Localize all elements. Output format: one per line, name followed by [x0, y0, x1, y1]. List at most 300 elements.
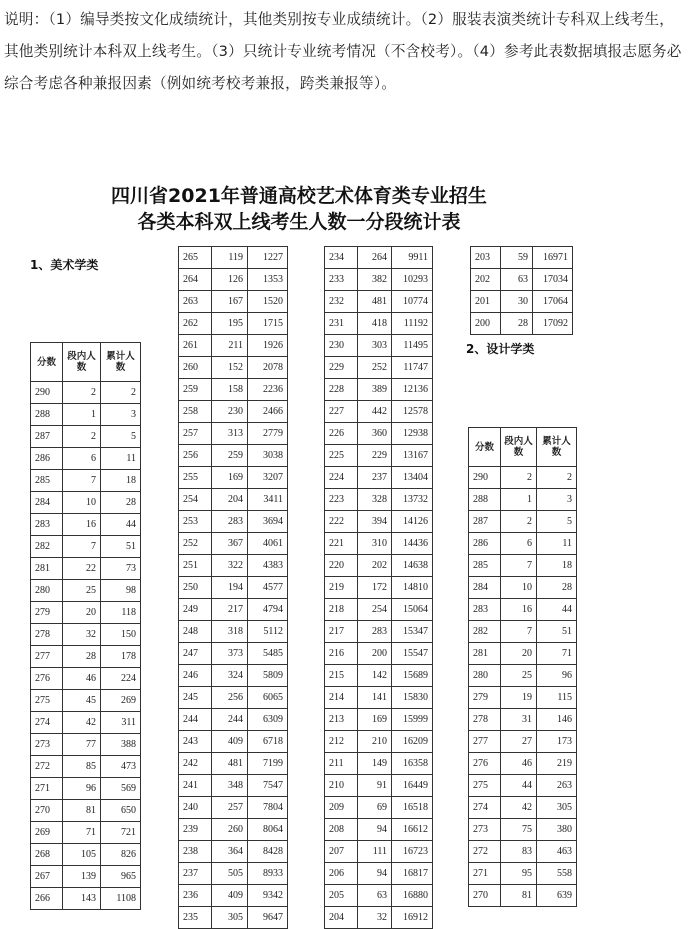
- cell-score: 283: [31, 514, 63, 536]
- cell-score: 220: [325, 555, 358, 577]
- cell-score: 261: [179, 335, 212, 357]
- cell-seg-count: 20: [501, 643, 537, 665]
- cell-seg-count: 318: [212, 621, 248, 643]
- cell-seg-count: 45: [63, 690, 101, 712]
- cell-cum-count: 3207: [248, 467, 288, 489]
- cell-cum-count: 16971: [533, 247, 573, 269]
- cell-score: 282: [31, 536, 63, 558]
- cell-cum-count: 16518: [392, 797, 433, 819]
- cell-score: 260: [179, 357, 212, 379]
- cell-seg-count: 237: [358, 467, 392, 489]
- cell-seg-count: 324: [212, 665, 248, 687]
- cell-seg-count: 1: [63, 404, 101, 426]
- cell-cum-count: 263: [537, 775, 577, 797]
- table-row: [471, 291, 573, 313]
- cell-score: 232: [325, 291, 358, 313]
- cell-cum-count: 5485: [248, 643, 288, 665]
- cell-score: 267: [31, 866, 63, 888]
- cell-score: 268: [31, 844, 63, 866]
- cell-score: 204: [325, 907, 358, 929]
- table-row: [469, 643, 577, 665]
- cell-score: 211: [325, 753, 358, 775]
- title-line-2: 各类本科双上线考生人数一分段统计表: [137, 211, 461, 233]
- table-row: [31, 624, 141, 646]
- cell-cum-count: 224: [101, 668, 141, 690]
- cell-score: 257: [179, 423, 212, 445]
- table-row: [179, 555, 288, 577]
- cell-seg-count: 328: [358, 489, 392, 511]
- table-row: [469, 489, 577, 511]
- table-row: [471, 313, 573, 335]
- table-row: [325, 797, 433, 819]
- cell-seg-count: 442: [358, 401, 392, 423]
- cell-cum-count: 305: [537, 797, 577, 819]
- cell-cum-count: 15547: [392, 643, 433, 665]
- table-row: [31, 690, 141, 712]
- cell-seg-count: 22: [63, 558, 101, 580]
- cell-cum-count: 11495: [392, 335, 433, 357]
- cell-cum-count: 7199: [248, 753, 288, 775]
- table-row: [325, 401, 433, 423]
- cell-cum-count: 11192: [392, 313, 433, 335]
- cell-score: 273: [31, 734, 63, 756]
- cell-score: 234: [325, 247, 358, 269]
- cell-seg-count: 30: [501, 291, 533, 313]
- table-row: [31, 404, 141, 426]
- cell-score: 202: [471, 269, 501, 291]
- cell-score: 282: [469, 621, 501, 643]
- cell-seg-count: 59: [501, 247, 533, 269]
- table-row: [325, 599, 433, 621]
- table-row: [469, 753, 577, 775]
- cell-score: 284: [469, 577, 501, 599]
- cell-cum-count: 16723: [392, 841, 433, 863]
- table-row: [325, 291, 433, 313]
- cell-cum-count: 1353: [248, 269, 288, 291]
- cell-seg-count: 303: [358, 335, 392, 357]
- cell-score: 279: [31, 602, 63, 624]
- cell-seg-count: 19: [501, 687, 537, 709]
- cell-score: 273: [469, 819, 501, 841]
- cell-seg-count: 394: [358, 511, 392, 533]
- cell-seg-count: 210: [358, 731, 392, 753]
- table-row: [31, 778, 141, 800]
- cell-score: 226: [325, 423, 358, 445]
- table-row: [179, 335, 288, 357]
- cell-seg-count: 217: [212, 599, 248, 621]
- cell-cum-count: 13404: [392, 467, 433, 489]
- cell-seg-count: 143: [63, 888, 101, 910]
- cell-score: 219: [325, 577, 358, 599]
- cell-seg-count: 259: [212, 445, 248, 467]
- cell-cum-count: 18: [101, 470, 141, 492]
- table-row: [179, 863, 288, 885]
- table-row: [325, 467, 433, 489]
- cell-cum-count: 2779: [248, 423, 288, 445]
- cell-score: 274: [469, 797, 501, 819]
- table-header-row: [31, 343, 141, 382]
- cell-seg-count: 139: [63, 866, 101, 888]
- section-title-art: 1、美术学类: [30, 258, 99, 272]
- cell-score: 246: [179, 665, 212, 687]
- cell-score: 271: [469, 863, 501, 885]
- cell-score: 252: [179, 533, 212, 555]
- cell-seg-count: 364: [212, 841, 248, 863]
- cell-score: 248: [179, 621, 212, 643]
- table-row: [325, 863, 433, 885]
- cell-cum-count: 16449: [392, 775, 433, 797]
- cell-score: 288: [31, 404, 63, 426]
- table-row: [469, 555, 577, 577]
- cell-seg-count: 28: [501, 313, 533, 335]
- cell-cum-count: 2: [537, 467, 577, 489]
- header-cum: 累计人数: [101, 343, 141, 382]
- cell-seg-count: 75: [501, 819, 537, 841]
- cell-score: 223: [325, 489, 358, 511]
- table-row: [469, 511, 577, 533]
- cell-score: 266: [31, 888, 63, 910]
- art-table-part-4: [470, 246, 573, 335]
- cell-cum-count: 51: [101, 536, 141, 558]
- cell-score: 251: [179, 555, 212, 577]
- cell-score: 208: [325, 819, 358, 841]
- header-score: 分数: [31, 343, 63, 382]
- cell-score: 210: [325, 775, 358, 797]
- table-row: [31, 668, 141, 690]
- table-row: [31, 492, 141, 514]
- cell-seg-count: 46: [501, 753, 537, 775]
- cell-cum-count: 14126: [392, 511, 433, 533]
- cell-cum-count: 9911: [392, 247, 433, 269]
- cell-seg-count: 16: [63, 514, 101, 536]
- table-row: [179, 511, 288, 533]
- cell-seg-count: 63: [501, 269, 533, 291]
- table-row: [179, 379, 288, 401]
- cell-score: 284: [31, 492, 63, 514]
- cell-score: 285: [31, 470, 63, 492]
- table-row: [325, 775, 433, 797]
- cell-score: 225: [325, 445, 358, 467]
- cell-score: 275: [469, 775, 501, 797]
- table-row: [325, 819, 433, 841]
- table-row: [31, 514, 141, 536]
- cell-cum-count: 4577: [248, 577, 288, 599]
- cell-cum-count: 6065: [248, 687, 288, 709]
- cell-seg-count: 32: [358, 907, 392, 929]
- cell-seg-count: 7: [501, 555, 537, 577]
- cell-score: 262: [179, 313, 212, 335]
- cell-cum-count: 8064: [248, 819, 288, 841]
- cell-cum-count: 16209: [392, 731, 433, 753]
- cell-cum-count: 16817: [392, 863, 433, 885]
- cell-seg-count: 305: [212, 907, 248, 929]
- cell-score: 285: [469, 555, 501, 577]
- cell-seg-count: 481: [212, 753, 248, 775]
- cell-cum-count: 14638: [392, 555, 433, 577]
- cell-score: 259: [179, 379, 212, 401]
- cell-seg-count: 83: [501, 841, 537, 863]
- cell-score: 201: [471, 291, 501, 313]
- table-row: [179, 577, 288, 599]
- cell-cum-count: 11: [537, 533, 577, 555]
- cell-cum-count: 14436: [392, 533, 433, 555]
- cell-cum-count: 12578: [392, 401, 433, 423]
- cell-seg-count: 204: [212, 489, 248, 511]
- table-row: [325, 577, 433, 599]
- cell-cum-count: 1926: [248, 335, 288, 357]
- cell-cum-count: 44: [537, 599, 577, 621]
- cell-seg-count: 283: [212, 511, 248, 533]
- cell-cum-count: 650: [101, 800, 141, 822]
- table-row: [325, 687, 433, 709]
- cell-cum-count: 17034: [533, 269, 573, 291]
- table-row: [325, 841, 433, 863]
- cell-score: 264: [179, 269, 212, 291]
- cell-cum-count: 558: [537, 863, 577, 885]
- table-row: [31, 866, 141, 888]
- cell-seg-count: 229: [358, 445, 392, 467]
- cell-seg-count: 322: [212, 555, 248, 577]
- cell-cum-count: 13732: [392, 489, 433, 511]
- cell-score: 272: [469, 841, 501, 863]
- cell-cum-count: 98: [101, 580, 141, 602]
- cell-score: 287: [469, 511, 501, 533]
- cell-cum-count: 311: [101, 712, 141, 734]
- table-row: [179, 247, 288, 269]
- cell-seg-count: 418: [358, 313, 392, 335]
- cell-seg-count: 200: [358, 643, 392, 665]
- table-row: [179, 291, 288, 313]
- cell-cum-count: 12938: [392, 423, 433, 445]
- cell-seg-count: 257: [212, 797, 248, 819]
- table-row: [469, 599, 577, 621]
- table-row: [31, 822, 141, 844]
- table-row: [469, 841, 577, 863]
- cell-seg-count: 2: [501, 467, 537, 489]
- cell-cum-count: 3694: [248, 511, 288, 533]
- cell-seg-count: 6: [63, 448, 101, 470]
- cell-score: 280: [469, 665, 501, 687]
- cell-score: 281: [469, 643, 501, 665]
- cell-cum-count: 3411: [248, 489, 288, 511]
- cell-score: 290: [469, 467, 501, 489]
- cell-seg-count: 256: [212, 687, 248, 709]
- table-row: [179, 753, 288, 775]
- cell-seg-count: 2: [63, 382, 101, 404]
- table-row: [325, 621, 433, 643]
- table-row: [179, 489, 288, 511]
- cell-score: 217: [325, 621, 358, 643]
- table-row: [179, 269, 288, 291]
- cell-seg-count: 360: [358, 423, 392, 445]
- cell-seg-count: 94: [358, 819, 392, 841]
- cell-cum-count: 16358: [392, 753, 433, 775]
- instructions-note: 说明：（1）编导类按文化成绩统计，其他类别按专业成绩统计。（2）服装表演类统计专科双上线考生，其他类别统计本科双上线考生。（3）只统计专业统考情况（不含校考）。（4）参考此表数据填报志愿务必综合考虑各种兼报因素（例如统考校考兼报，跨类兼报等）。: [4, 11, 682, 92]
- table-row: [325, 709, 433, 731]
- cell-seg-count: 409: [212, 731, 248, 753]
- cell-seg-count: 42: [501, 797, 537, 819]
- cell-score: 283: [469, 599, 501, 621]
- table-row: [325, 665, 433, 687]
- cell-cum-count: 569: [101, 778, 141, 800]
- cell-score: 288: [469, 489, 501, 511]
- cell-score: 290: [31, 382, 63, 404]
- cell-score: 230: [325, 335, 358, 357]
- cell-seg-count: 27: [501, 731, 537, 753]
- cell-cum-count: 13167: [392, 445, 433, 467]
- cell-score: 255: [179, 467, 212, 489]
- cell-score: 237: [179, 863, 212, 885]
- cell-cum-count: 96: [537, 665, 577, 687]
- table-row: [325, 247, 433, 269]
- cell-cum-count: 1520: [248, 291, 288, 313]
- cell-cum-count: 16912: [392, 907, 433, 929]
- cell-score: 240: [179, 797, 212, 819]
- table-row: [31, 470, 141, 492]
- table-row: [31, 844, 141, 866]
- cell-cum-count: 8933: [248, 863, 288, 885]
- cell-seg-count: 152: [212, 357, 248, 379]
- cell-score: 278: [31, 624, 63, 646]
- cell-seg-count: 10: [63, 492, 101, 514]
- cell-seg-count: 252: [358, 357, 392, 379]
- table-row: [179, 533, 288, 555]
- cell-cum-count: 1227: [248, 247, 288, 269]
- cell-cum-count: 4061: [248, 533, 288, 555]
- table-row: [179, 841, 288, 863]
- table-row: [179, 907, 288, 929]
- cell-seg-count: 25: [63, 580, 101, 602]
- table-row: [31, 580, 141, 602]
- cell-cum-count: 380: [537, 819, 577, 841]
- table-row: [179, 643, 288, 665]
- table-row: [469, 467, 577, 489]
- cell-score: 249: [179, 599, 212, 621]
- cell-seg-count: 69: [358, 797, 392, 819]
- cell-seg-count: 167: [212, 291, 248, 313]
- cell-cum-count: 463: [537, 841, 577, 863]
- table-row: [469, 709, 577, 731]
- cell-seg-count: 313: [212, 423, 248, 445]
- table-row: [325, 511, 433, 533]
- cell-cum-count: 2078: [248, 357, 288, 379]
- table-row: [179, 599, 288, 621]
- table-row: [469, 775, 577, 797]
- cell-seg-count: 142: [358, 665, 392, 687]
- cell-score: 214: [325, 687, 358, 709]
- cell-cum-count: 5: [101, 426, 141, 448]
- cell-cum-count: 115: [537, 687, 577, 709]
- cell-seg-count: 46: [63, 668, 101, 690]
- cell-seg-count: 389: [358, 379, 392, 401]
- cell-score: 269: [31, 822, 63, 844]
- table-row: [31, 888, 141, 910]
- cell-seg-count: 260: [212, 819, 248, 841]
- cell-cum-count: 721: [101, 822, 141, 844]
- cell-cum-count: 2466: [248, 401, 288, 423]
- cell-score: 209: [325, 797, 358, 819]
- cell-seg-count: 283: [358, 621, 392, 643]
- cell-seg-count: 244: [212, 709, 248, 731]
- cell-cum-count: 2: [101, 382, 141, 404]
- table-row: [325, 445, 433, 467]
- cell-score: 206: [325, 863, 358, 885]
- cell-cum-count: 473: [101, 756, 141, 778]
- cell-cum-count: 11747: [392, 357, 433, 379]
- table-row: [469, 819, 577, 841]
- cell-score: 263: [179, 291, 212, 313]
- cell-seg-count: 230: [212, 401, 248, 423]
- cell-score: 276: [469, 753, 501, 775]
- cell-seg-count: 211: [212, 335, 248, 357]
- cell-seg-count: 264: [358, 247, 392, 269]
- table-row: [31, 734, 141, 756]
- cell-seg-count: 42: [63, 712, 101, 734]
- cell-seg-count: 141: [358, 687, 392, 709]
- header-score: 分数: [469, 428, 501, 467]
- cell-score: 258: [179, 401, 212, 423]
- cell-cum-count: 18: [537, 555, 577, 577]
- cell-score: 256: [179, 445, 212, 467]
- cell-cum-count: 178: [101, 646, 141, 668]
- cell-seg-count: 126: [212, 269, 248, 291]
- cell-cum-count: 146: [537, 709, 577, 731]
- cell-cum-count: 7804: [248, 797, 288, 819]
- table-row: [325, 731, 433, 753]
- cell-score: 224: [325, 467, 358, 489]
- cell-cum-count: 1108: [101, 888, 141, 910]
- cell-score: 235: [179, 907, 212, 929]
- cell-seg-count: 94: [358, 863, 392, 885]
- cell-cum-count: 44: [101, 514, 141, 536]
- table-row: [325, 885, 433, 907]
- cell-seg-count: 44: [501, 775, 537, 797]
- cell-seg-count: 172: [358, 577, 392, 599]
- table-row: [469, 665, 577, 687]
- cell-score: 200: [471, 313, 501, 335]
- table-row: [469, 863, 577, 885]
- cell-cum-count: 2236: [248, 379, 288, 401]
- table-row: [471, 269, 573, 291]
- table-row: [325, 555, 433, 577]
- cell-cum-count: 269: [101, 690, 141, 712]
- cell-seg-count: 32: [63, 624, 101, 646]
- table-row: [469, 533, 577, 555]
- cell-score: 276: [31, 668, 63, 690]
- cell-score: 203: [471, 247, 501, 269]
- cell-cum-count: 3038: [248, 445, 288, 467]
- cell-score: 286: [31, 448, 63, 470]
- cell-seg-count: 95: [501, 863, 537, 885]
- cell-seg-count: 85: [63, 756, 101, 778]
- cell-score: 227: [325, 401, 358, 423]
- cell-score: 233: [325, 269, 358, 291]
- cell-score: 254: [179, 489, 212, 511]
- design-table: [468, 427, 577, 907]
- header-cum: 累计人数: [537, 428, 577, 467]
- cell-seg-count: 310: [358, 533, 392, 555]
- cell-cum-count: 826: [101, 844, 141, 866]
- cell-cum-count: 219: [537, 753, 577, 775]
- table-row: [325, 423, 433, 445]
- cell-cum-count: 16880: [392, 885, 433, 907]
- cell-score: 277: [31, 646, 63, 668]
- cell-cum-count: 5809: [248, 665, 288, 687]
- document-title: [84, 183, 514, 235]
- cell-score: 286: [469, 533, 501, 555]
- cell-score: 271: [31, 778, 63, 800]
- cell-seg-count: 28: [63, 646, 101, 668]
